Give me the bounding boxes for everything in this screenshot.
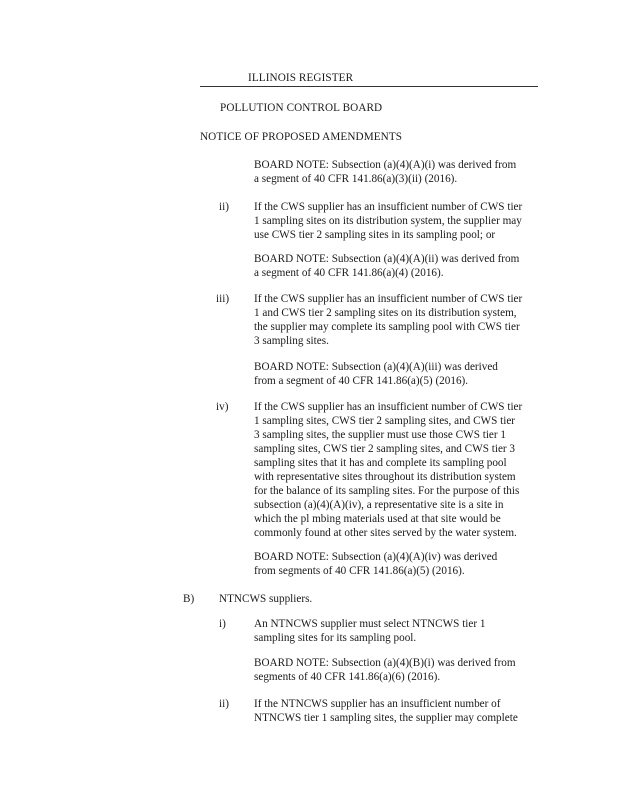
paragraph-line: commonly found at other sites served by the water system. [254,527,517,539]
item-label-ii: ii) [219,698,229,710]
board-note-line: segments of 40 CFR 141.86(a)(6) (2016). [254,671,441,683]
paragraph-line: An NTNCWS supplier must select NTNCWS tier 1 [254,618,486,630]
board-note-line: a segment of 40 CFR 141.86(a)(3)(ii) (2016). [254,173,458,185]
board-note-line: BOARD NOTE: Subsection (a)(4)(A)(i) was derived from [254,159,517,171]
paragraph-line: 3 sampling sites, the supplier must use those CWS tier 1 [254,429,507,441]
paragraph-line: 1 sampling sites, CWS tier 2 sampling sites, and CWS tier [254,415,516,427]
board-note-line: BOARD NOTE: Subsection (a)(4)(B)(i) was derived from [254,657,516,669]
board-note-line: BOARD NOTE: Subsection (a)(4)(A)(iii) was derived [254,361,498,373]
paragraph-line: for the balance of its sampling sites. For the purpose of this [254,485,520,497]
board-note-line: from segments of 40 CFR 141.86(a)(5) (2016). [254,565,465,577]
board-note-line: BOARD NOTE: Subsection (a)(4)(A)(ii) was derived from [254,253,520,265]
paragraph-line: sampling sites, CWS tier 2 sampling sites, and CWS tier 3 [254,443,516,455]
item-label-ii: ii) [219,201,229,213]
paragraph-line: 3 sampling sites. [254,335,329,347]
paragraph-line: use CWS tier 2 sampling sites in its sampling pool; or [254,229,496,241]
paragraph-line: If the NTNCWS supplier has an insufficient number of [254,698,501,710]
board-note-line: BOARD NOTE: Subsection (a)(4)(A)(iv) was derived [254,551,498,563]
paragraph-line: the supplier may complete its sampling pool with CWS tier [254,321,520,333]
board-note-line: from a segment of 40 CFR 141.86(a)(5) (2016). [254,375,469,387]
paragraph-line: sampling sites that it has and complete its sampling pool [254,457,507,469]
paragraph-line: 1 and CWS tier 2 sampling sites on its distribution system, [254,307,517,319]
paragraph-line: If the CWS supplier has an insufficient number of CWS tier [254,401,523,413]
paragraph-line: sampling sites for its sampling pool. [254,632,417,644]
paragraph-line: NTNCWS tier 1 sampling sites, the supplier may complete [254,712,518,724]
item-label-i: i) [219,618,226,630]
paragraph-line: with representative sites throughout its distribution system [254,471,516,483]
notice-title: NOTICE OF PROPOSED AMENDMENTS [200,131,403,143]
paragraph-line: If the CWS supplier has an insufficient number of CWS tier [254,293,523,305]
paragraph-line: which the pl mbing materials used at that site would be [254,513,501,525]
register-title: ILLINOIS REGISTER [248,72,354,84]
section-heading: NTNCWS suppliers. [219,593,313,605]
paragraph-line: subsection (a)(4)(A)(iv), a representative site is a site in [254,499,504,511]
paragraph-line: If the CWS supplier has an insufficient number of CWS tier [254,201,523,213]
header-rule [200,86,538,87]
paragraph-line: 1 sampling sites on its distribution system, the supplier may [254,215,522,227]
board-title: POLLUTION CONTROL BOARD [220,102,383,114]
board-note-line: a segment of 40 CFR 141.86(a)(4) (2016). [254,267,444,279]
item-label-iii: iii) [216,293,230,305]
section-label-B: B) [183,593,195,605]
item-label-iv: iv) [216,401,229,413]
